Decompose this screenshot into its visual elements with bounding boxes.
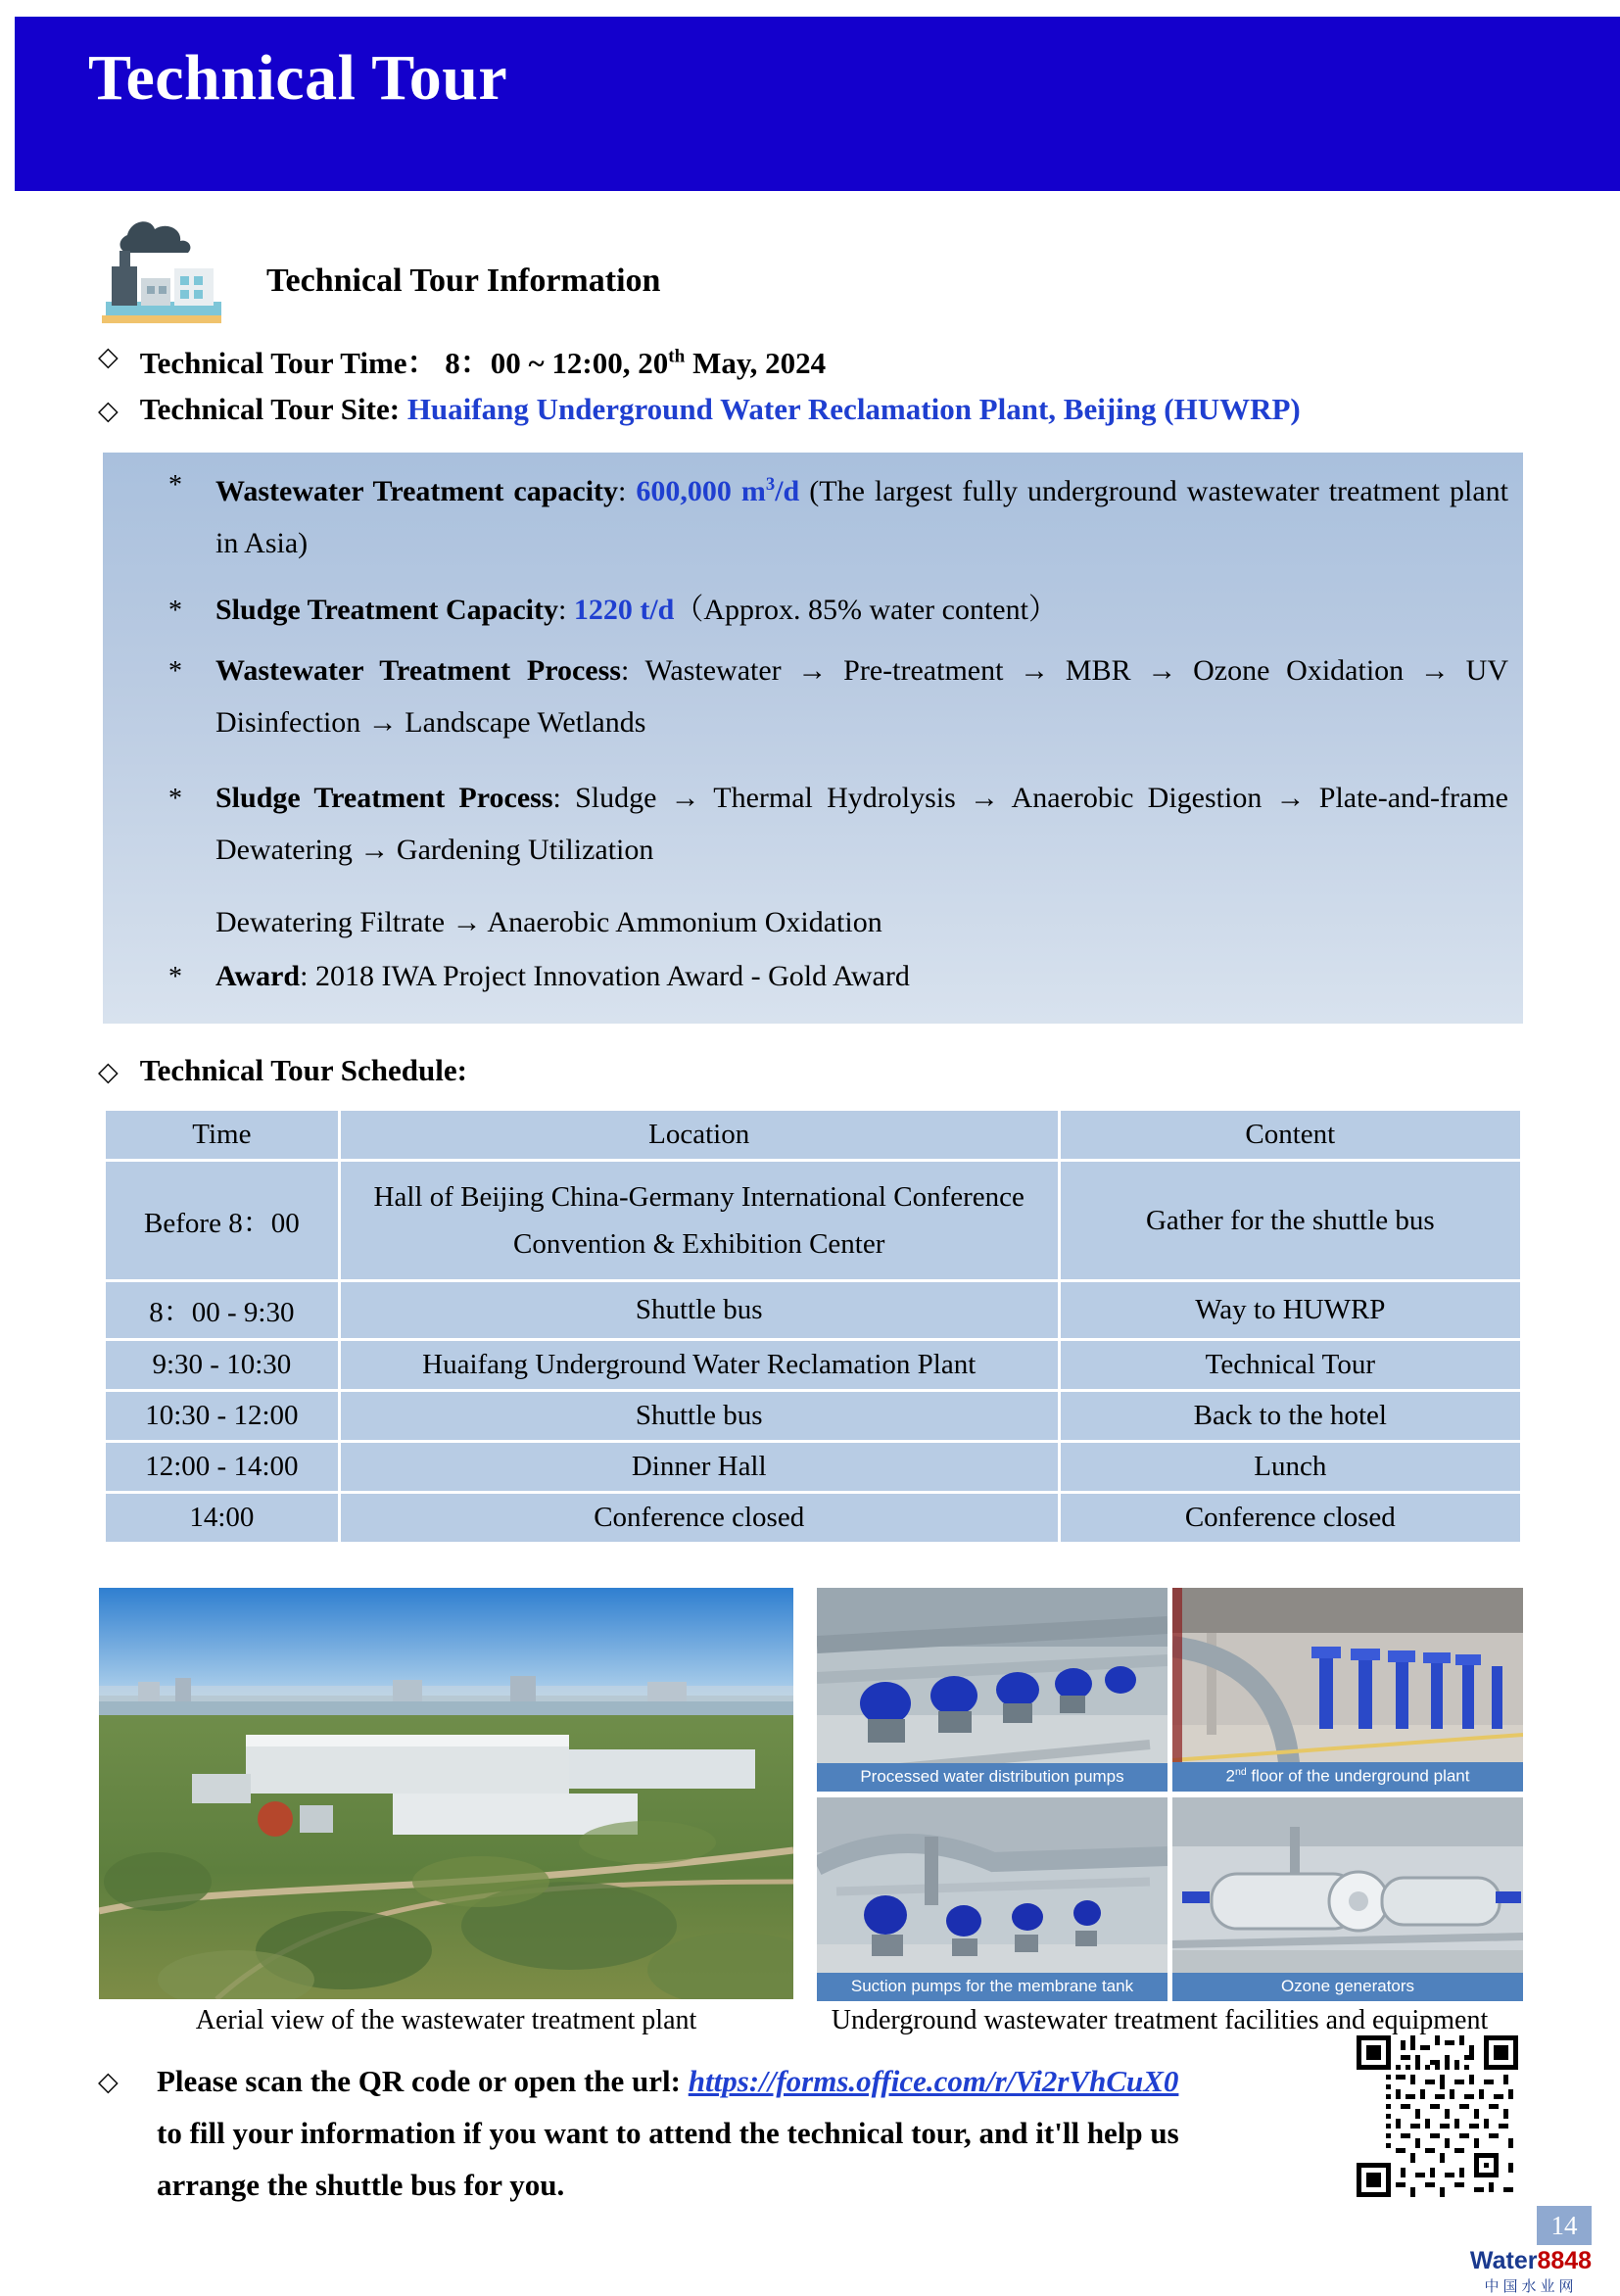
schedule-label-row [98,1053,467,1088]
photo-caption-bar [1172,1762,1523,1792]
info-item-rest: 2018 IWA Project Innovation Award - Gold Award [314,960,910,992]
table-header-row [106,1111,1520,1159]
table-row [106,1282,1520,1338]
page-number: 14 [1537,2206,1592,2245]
star-bullet-icon: * [168,784,182,814]
photo-caption-aerial: Aerial view of the wastewater treatment plant [195,2005,697,2035]
schedule-table [103,1108,1523,1545]
photo-aerial-view [99,1588,793,1999]
watermark-main-a: Water [1469,2247,1538,2274]
star-bullet-icon: * [168,656,182,687]
cell-location: Hall of Beijing China-Germany International Conference Convention & Exhibition Center [341,1162,1058,1279]
tour-site-separator: : [389,392,401,426]
info-item-capacity [215,458,1508,569]
cell-location: Shuttle bus [341,1392,1058,1440]
diamond-bullet-icon: ◇ [98,396,119,425]
info-item-rest: （Approx. 85% water content） [674,594,1058,626]
tour-time-value-suffix: May, 2024 [685,346,827,380]
cell-content: Gather for the shuttle bus [1061,1162,1520,1279]
cell-content: Back to the hotel [1061,1392,1520,1440]
qr-note-line1: Please scan the QR code or open the url: [157,2064,689,2098]
table-row [106,1162,1520,1279]
page-title: Technical Tour [88,42,508,114]
tour-site-text [140,392,1301,427]
tour-time-value: 8：00 ~ 12:00, 20 [445,346,669,380]
info-item-highlight-sup: 3 [765,474,776,495]
info-item-colon: : [300,960,315,992]
cell-time: 12:00 - 14:00 [106,1443,338,1491]
photo-ozone-generators [1172,1797,1523,2001]
info-item-rest: (The largest fully underground wastewater treatment plant in Asia) [215,475,1508,559]
qr-note-text [157,2055,1332,2211]
diamond-bullet-icon: ◇ [98,1057,119,1086]
qr-note-line2: to fill your information if you want to attend the technical tour, and it'll help us [157,2116,1179,2150]
info-item-colon: : [620,654,645,687]
caption-main: 2 [1225,1767,1235,1786]
photo-caption-right-group: Underground wastewater treatment facilities and equipment [831,2005,1489,2035]
info-item-filtrate [215,896,1508,948]
tour-time-row [98,338,1518,382]
cell-time: Before 8：00 [106,1162,338,1279]
table-row [106,1494,1520,1542]
info-item-highlight: 1220 t/d [573,594,675,626]
info-item-colon: : [558,594,574,626]
tour-site-row [98,392,1548,427]
info-item-rest: Sludge → Thermal Hydrolysis → Anaerobic Digestion → Plate-and-frame Dewatering → Gardening Utilization [215,782,1508,866]
info-item-sludge-process [215,772,1508,876]
tour-site-value: Huaifang Underground Water Reclamation Plant, Beijing (HUWRP) [406,392,1301,426]
caption-rest: floor of the underground plant [1246,1767,1470,1786]
table-header-content: Content [1061,1111,1520,1159]
cell-content: Technical Tour [1061,1341,1520,1389]
cell-time: 10:30 - 12:00 [106,1392,338,1440]
form-url-link[interactable]: https://forms.office.com/r/Vi2rVhCuX0 [688,2064,1179,2098]
caption-sup: nd [1234,1766,1247,1779]
cell-location: Conference closed [341,1494,1058,1542]
info-item-wastewater-process [215,645,1508,748]
star-bullet-icon: * [168,596,182,626]
cell-time: 14:00 [106,1494,338,1542]
cell-time: 9:30 - 10:30 [106,1341,338,1389]
photo-processed-water-pumps [817,1588,1167,1792]
tour-time-separator: ： [406,346,438,380]
info-item-title: Wastewater Treatment capacity [215,475,619,507]
tour-time-text [140,338,826,382]
photo-caption-bar: Ozone generators [1172,1973,1523,2001]
table-header-time: Time [106,1111,338,1159]
info-item-rest: Dewatering Filtrate → Anaerobic Ammonium Oxidation [215,906,882,938]
info-item-title: Award [215,960,301,992]
tour-site-label: Technical Tour Site [139,392,390,426]
info-item-title: Sludge Treatment Process [215,782,553,814]
diamond-bullet-icon: ◇ [98,342,119,371]
cell-content: Conference closed [1061,1494,1520,1542]
cell-location: Shuttle bus [341,1282,1058,1338]
info-item-highlight-tail: /d [775,475,800,507]
cell-location: Dinner Hall [341,1443,1058,1491]
table-row [106,1392,1520,1440]
table-row [106,1443,1520,1491]
qr-note-line3: arrange the shuttle bus for you. [157,2168,565,2202]
star-bullet-icon: * [168,962,182,992]
diamond-bullet-icon: ◇ [98,2067,119,2096]
factory-icon [98,208,225,325]
tour-time-sup: th [668,346,686,367]
watermark-sub: 中国水业网 [1484,2278,1578,2295]
watermark-main [1457,2247,1604,2275]
photo-caption-bar: Processed water distribution pumps [817,1763,1167,1792]
info-item-highlight: 600,000 m [636,475,766,507]
watermark [1457,2247,1604,2296]
info-item-award [215,950,1508,1002]
cell-location: Huaifang Underground Water Reclamation Plant [341,1341,1058,1389]
section-heading: Technical Tour Information [266,263,661,299]
qr-code-image[interactable] [1357,2035,1518,2197]
schedule-label: Technical Tour Schedule: [139,1053,467,1087]
photo-second-floor [1172,1588,1523,1792]
photo-suction-pumps [817,1797,1167,2001]
watermark-main-b: 8848 [1537,2247,1593,2274]
info-item-sludge-capacity [215,584,1508,636]
cell-time: 8：00 - 9:30 [106,1282,338,1338]
cell-content: Way to HUWRP [1061,1282,1520,1338]
cell-content: Lunch [1061,1443,1520,1491]
info-item-colon: : [552,782,576,814]
table-row [106,1341,1520,1389]
info-item-title: Wastewater Treatment Process [215,654,621,687]
info-item-title: Sludge Treatment Capacity [215,594,558,626]
star-bullet-icon: * [168,470,182,501]
info-item-rest: Wastewater → Pre-treatment → MBR → Ozone Oxidation → UV Disinfection → Landscape Wetlands [215,654,1508,739]
photo-caption-bar: Suction pumps for the membrane tank [817,1973,1167,2001]
tour-time-label: Technical Tour Time [139,346,407,380]
table-header-location: Location [341,1111,1058,1159]
info-item-colon: : [618,475,637,507]
